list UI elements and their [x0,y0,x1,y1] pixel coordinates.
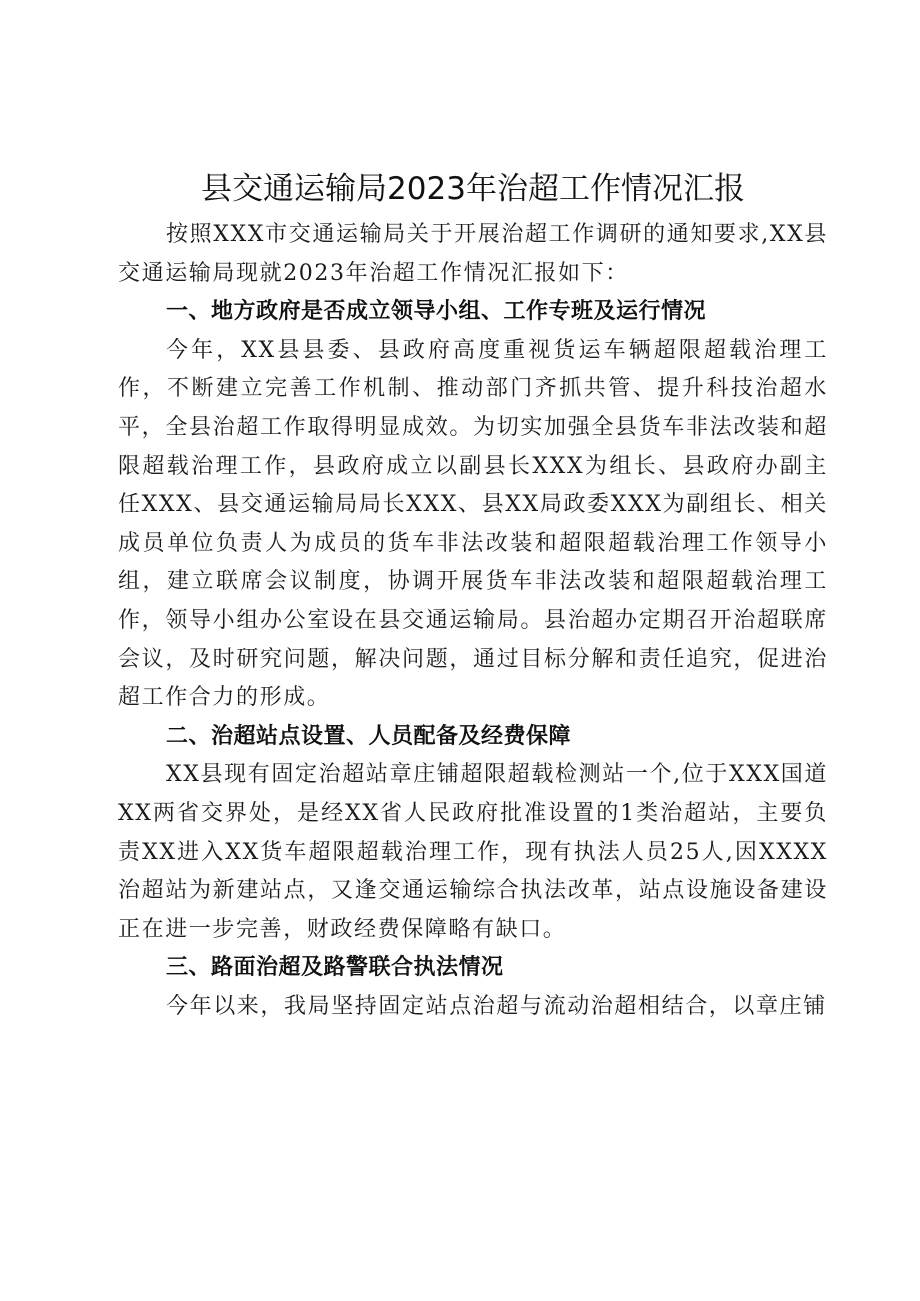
section-1-body: 今年，XX县县委、县政府高度重视货运车辆超限超载治理工作，不断建立完善工作机制、推动部门齐抓共管、提升科技治超水平，全县治超工作取得明显成效。为切实加强全县货车非法改装和超限超载治理工作，县政府成立以副县长XXX为组长、县政府办副主任XXX、县交通运输局局长XXX、县XX局政委XXX为副组长、相关成员单位负责人为成员的货车非法改装和超限超载治理工作领导小组，建立联席会议制度，协调开展货车非法改装和超限超载治理工作，领导小组办公室设在县交通运输局。县治超办定期召开治超联席会议，及时研究问题，解决问题，通过目标分解和责任追究，促进治超工作合力的形成。 [118,337,828,711]
section-2-body: XX县现有固定治超站章庄铺超限超载检测站一个,位于XXX国道XX两省交界处，是经XX省人民政府批准设置的1类治超站，主要负责XX进入XX货车超限超载治理工作，现有执法人员25人,因XXXX治超站为新建站点，又逢交通运输综合执法改革，站点设施设备建设正在进一步完善，财政经费保障略有缺口。 [118,762,828,942]
section-3-body: 今年以来，我局坚持固定站点治超与流动治超相结合，以章庄铺 [166,993,827,1019]
section-1-heading: 一、地方政府是否成立领导小组、工作专班及运行情况 [166,299,707,325]
intro-paragraph: 按照XXX市交通运输局关于开展治超工作调研的通知要求,XX县交通运输局现就2023年治超工作情况汇报如下： [118,222,828,286]
document-title: 县交通运输局2023年治超工作情况汇报 [201,171,745,207]
document-content [118,166,828,1026]
section-2-heading: 二、治超站点设置、人员配备及经费保障 [166,723,572,749]
section-3-heading: 三、路面治超及路警联合执法情况 [166,955,504,981]
